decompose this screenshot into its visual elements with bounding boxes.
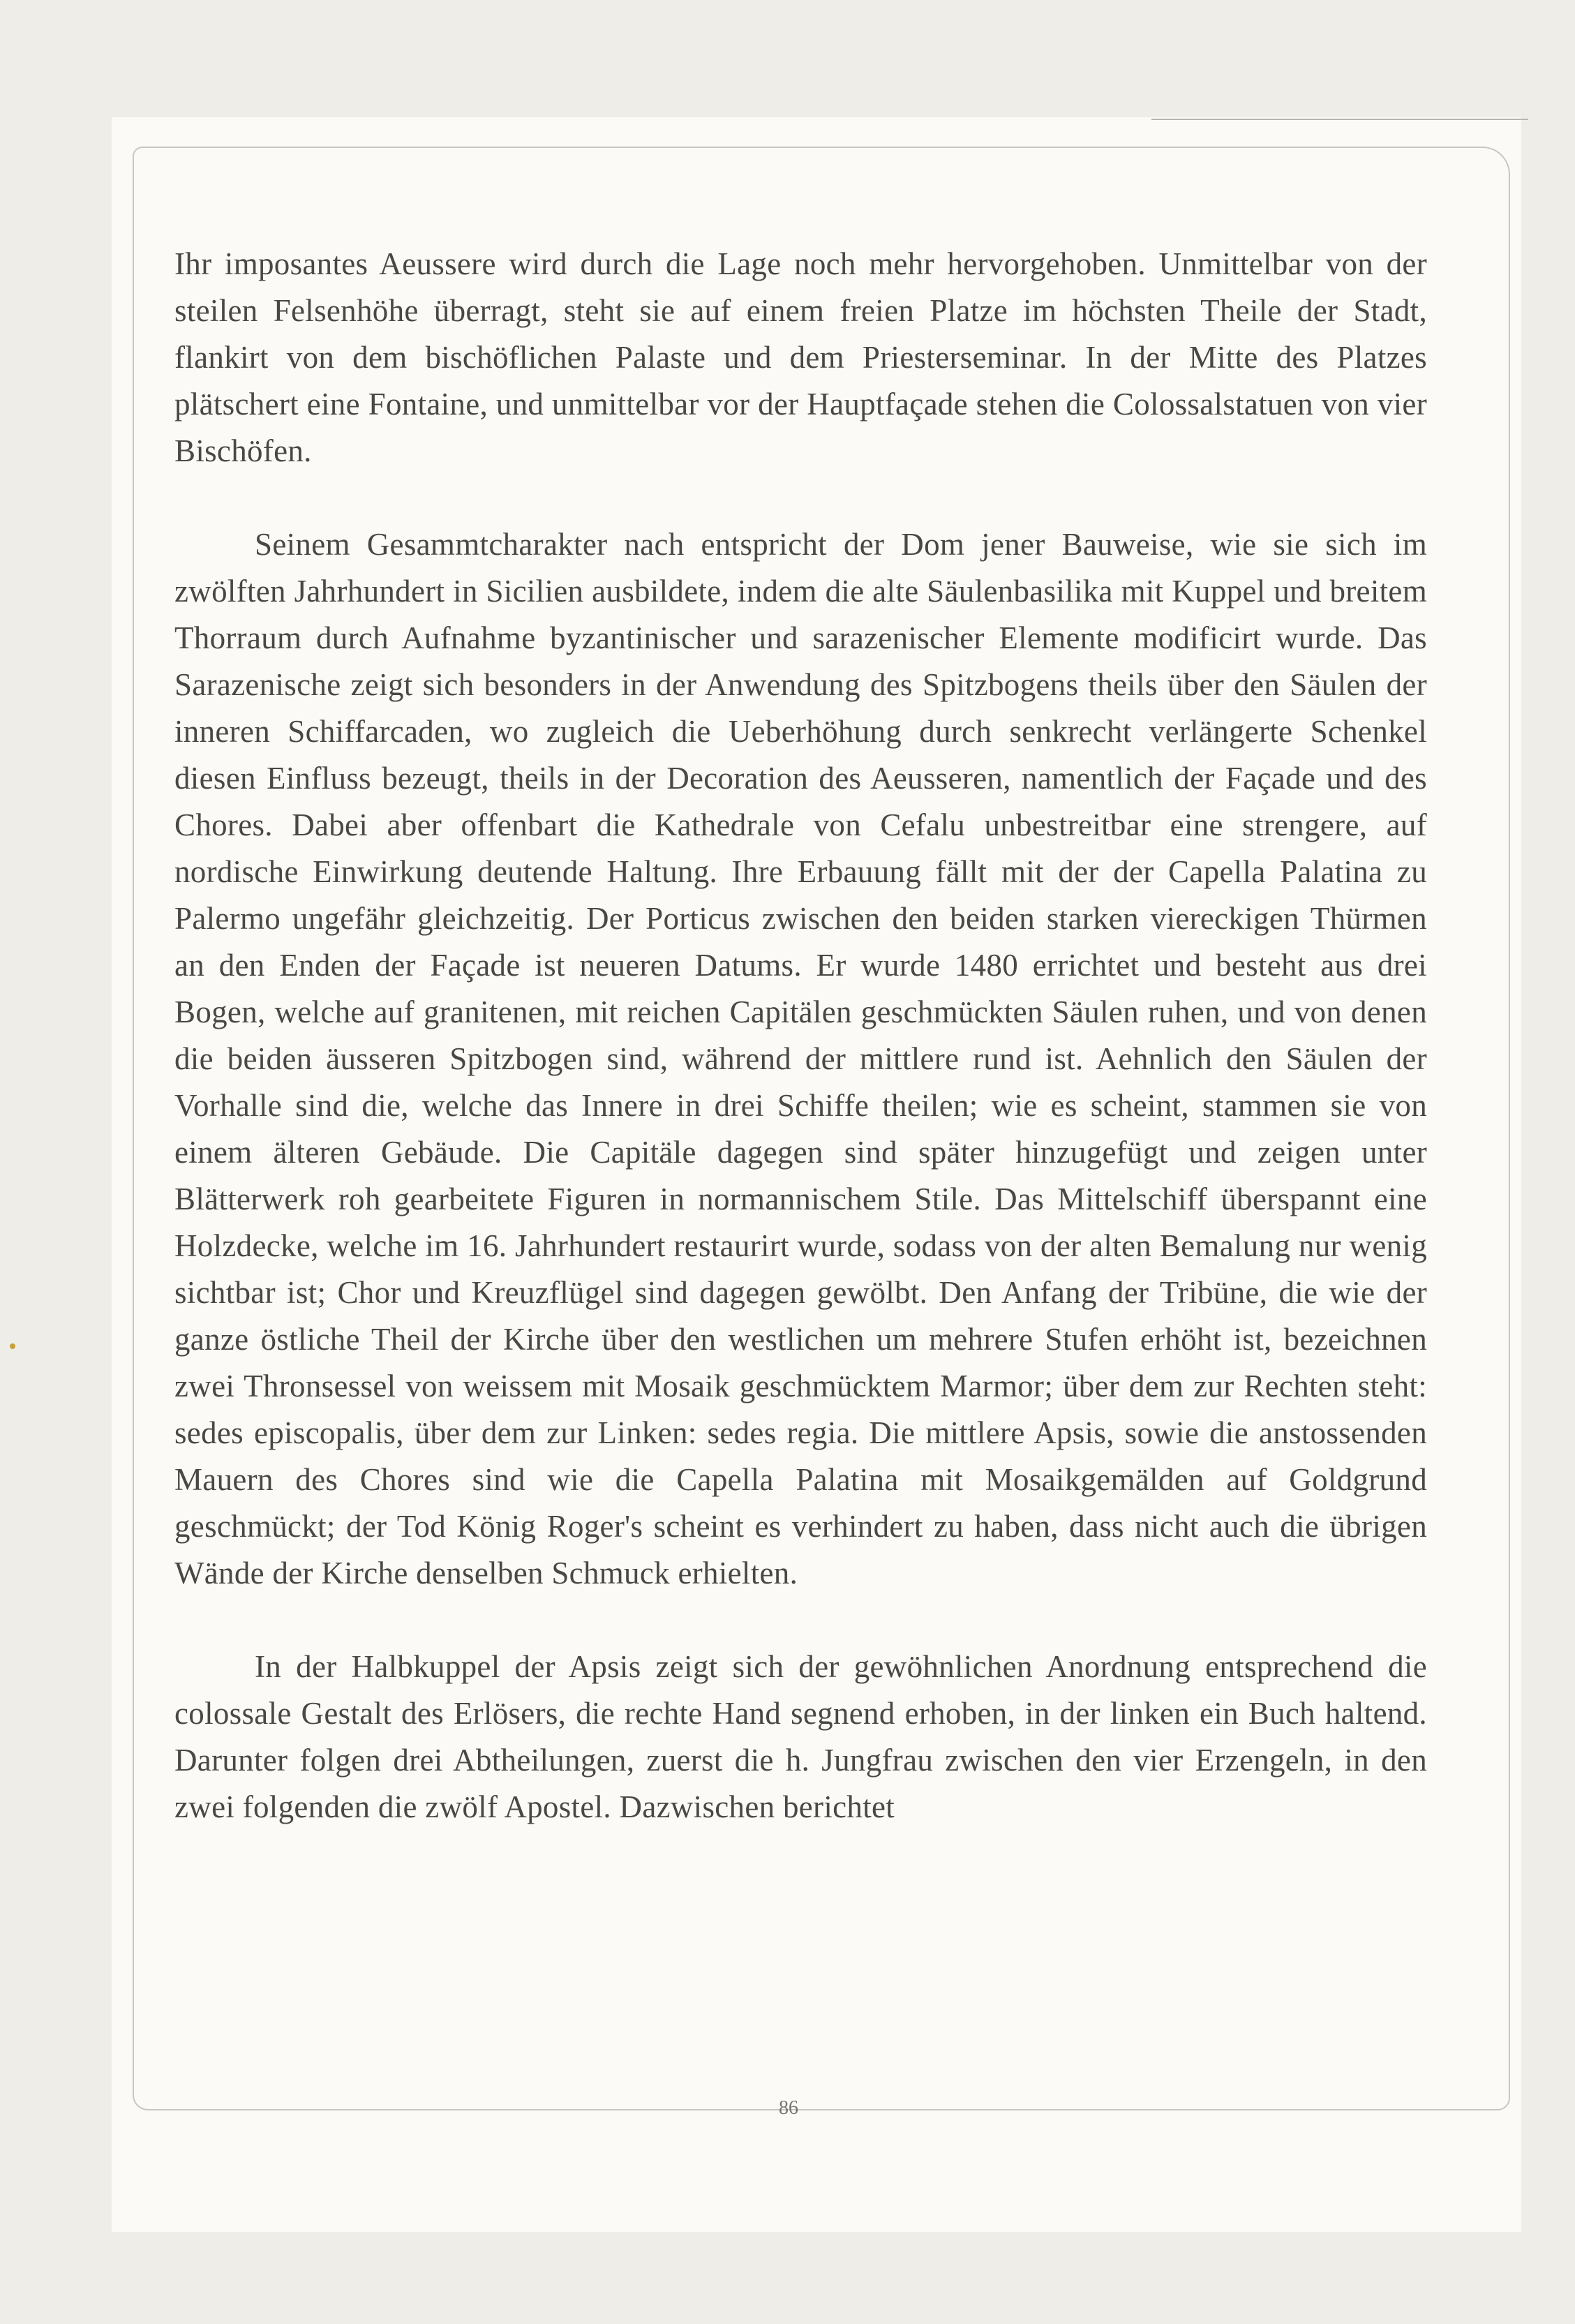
margin-dot	[10, 1343, 15, 1349]
paragraph-1: Ihr imposantes Aeussere wird durch die Lage noch mehr hervorgehoben. Unmittelbar von der steilen Felsenhöhe überragt, steht sie auf einem freien Platze im höchsten Theile der Stadt, flankirt von dem bischöflichen Palaste und dem Priesterseminar. In der Mitte des Platzes plätschert eine Fontaine, und unmittelbar vor der Hauptfaçade stehen die Colossalstatuen von vier Bischöfen.	[174, 246, 1427, 468]
paragraph-2: Seinem Gesammtcharakter nach entspricht der Dom jener Bauweise, wie sie sich im zwölften Jahrhundert in Sicilien ausbildete, indem die alte Säulenbasilika mit Kuppel und breitem Thorraum durch Aufnahme byzantinischer und sarazenischer Elemente modificirt wurde. Das Sarazenische zeigt sich besonders in der Anwendung des Spitzbogens theils über den Säulen der inneren Schiffarcaden, wo zugleich die Ueberhöhung durch senkrecht verlängerte Schenkel diesen Einfluss bezeugt, theils in der Decoration des Aeusseren, namentlich der Façade und des Chores. Dabei aber offenbart die Kathedrale von Cefalu unbestreitbar eine strengere, auf nordische Einwirkung deutende Haltung. Ihre Erbauung fällt mit der der Capella Palatina zu Palermo ungefähr gleichzeitig. Der Porticus zwischen den beiden starken viereckigen Thürmen an den Enden der Façade ist neueren Datums. Er wurde 1480 errichtet und besteht aus drei Bogen, welche auf granitenen, mit reichen Capitälen geschmückten Säulen ruhen, und von denen die beiden äusseren Spitzbogen sind, während der mittlere rund ist. Aehnlich den Säulen der Vorhalle sind die, welche das Innere in drei Schiffe theilen; wie es scheint, stammen sie von einem älteren Gebäude. Die Capitäle dagegen sind später hinzugefügt und zeigen unter Blätterwerk roh gearbeitete Figuren in normannischem Stile. Das Mittelschiff überspannt eine Holzdecke, welche im 16. Jahrhundert restaurirt wurde, sodass von der alten Bemalung nur wenig sichtbar ist; Chor und Kreuzflügel sind dagegen gewölbt. Den Anfang der Tribüne, die wie der ganze östliche Theil der Kirche über den westlichen um mehrere Stufen erhöht ist, bezeichnen zwei Thronsessel von weissem mit Mosaik geschmücktem Marmor; über dem zur Rechten steht: sedes episcopalis, über dem zur Linken: sedes regia. Die mittlere Apsis, sowie die anstossenden Mauern des Chores sind wie die Capella Palatina mit Mosaikgemälden auf Goldgrund geschmückt; der Tod König Roger's scheint es verhindert zu haben, dass nicht auch die übrigen Wände der Kirche denselben Schmuck erhielten.	[174, 527, 1427, 1591]
plate-top-line	[1151, 119, 1528, 120]
paragraph-3: In der Halbkuppel der Apsis zeigt sich der gewöhnlichen Anordnung entsprechend die colossale Gestalt des Erlösers, die rechte Hand segnend erhoben, in der linken ein Buch haltend. Darunter folgen drei Abtheilungen, zuerst die h. Jungfrau zwischen den vier Erzengeln, in den zwei folgenden die zwölf Apostel. Dazwischen berichtet	[174, 1649, 1427, 1824]
body-text	[174, 241, 1427, 1831]
page-number: 86	[779, 2097, 798, 2119]
